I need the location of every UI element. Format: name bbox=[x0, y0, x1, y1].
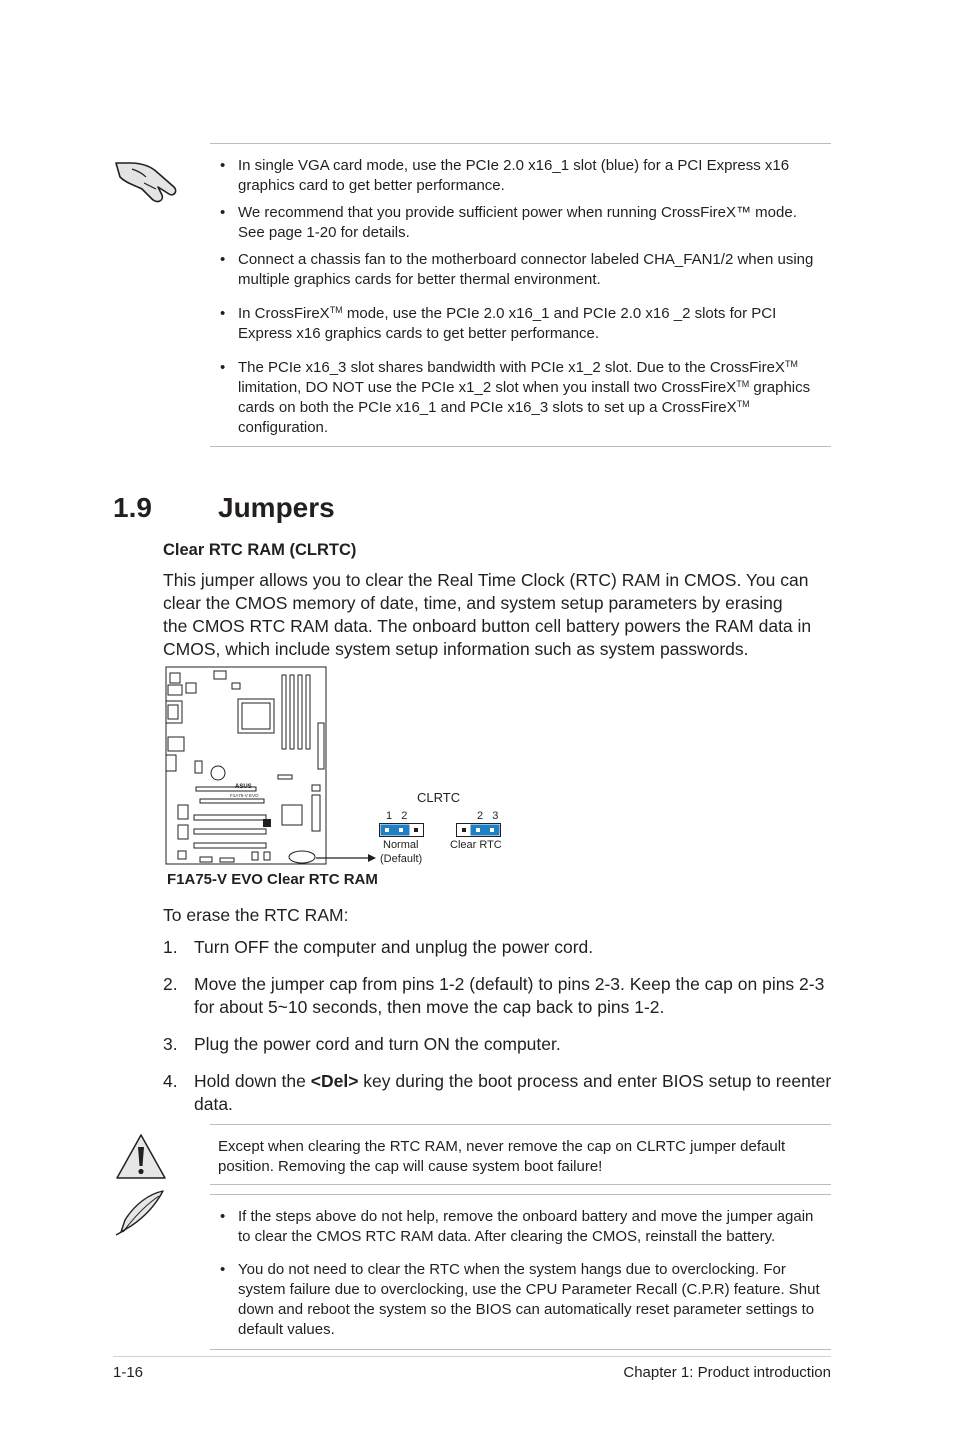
bullet: • bbox=[220, 204, 226, 221]
note-item bbox=[220, 358, 825, 438]
bullet: • bbox=[220, 1261, 226, 1278]
section-number: 1.9 bbox=[113, 492, 152, 523]
normal-default-label: (Default) bbox=[380, 853, 423, 865]
step-text: Turn OFF the computer and unplug the power cord. bbox=[194, 937, 594, 957]
note-text: You do not need to clear the RTC when the system hangs due to overclocking. For system failure due to overclocking, use the CPU Parameter Recall (C.P.R) feature. Shut down and reboot the system so the BIOS can automatically reset parameter settings to default values. bbox=[238, 1261, 820, 1338]
hand-pointer-icon bbox=[112, 155, 180, 207]
step-item bbox=[163, 936, 835, 959]
note-text: Connect a chassis fan to the motherboard connector labeled CHA_FAN1/2 when using multiple graphics cards for better thermal environment. bbox=[238, 251, 814, 288]
board-model-label: F1A75-V EVO bbox=[230, 793, 259, 798]
figure-caption: F1A75-V EVO Clear RTC RAM bbox=[167, 871, 378, 888]
steps-intro: To erase the RTC RAM: bbox=[163, 905, 349, 925]
note-item bbox=[220, 1260, 825, 1340]
note-text: In single VGA card mode, use the PCIe 2.0 x16_1 slot (blue) for a PCI Express x16 graphics card to get better performance. bbox=[238, 157, 790, 194]
top-note-rule-top bbox=[210, 143, 831, 144]
intro-line: clear the CMOS memory of date, time, and system setup parameters by erasing bbox=[163, 593, 783, 613]
note-text bbox=[238, 304, 825, 344]
step-number: 3. bbox=[163, 1034, 178, 1054]
step-text: Move the jumper cap from pins 1-2 (default) to pins 2-3. Keep the cap on pins 2-3 for about 5~10 seconds, then move the cap back to pins 1-2. bbox=[194, 974, 825, 1017]
subsection-title: Clear RTC RAM (CLRTC) bbox=[163, 541, 357, 559]
clear-pin-numbers: 2 3 bbox=[477, 810, 499, 822]
trademark: TM bbox=[736, 379, 750, 389]
caution-rule-bottom bbox=[210, 1184, 831, 1185]
note-text-part: In CrossFireX bbox=[238, 305, 330, 322]
clear-rtc-label: Clear RTC bbox=[450, 839, 502, 851]
jumper-clear-icon bbox=[456, 823, 502, 837]
step-item bbox=[163, 973, 835, 1019]
note-item bbox=[220, 304, 825, 344]
trademark: TM bbox=[329, 305, 343, 315]
note-text-part: graphics cards on both the PCIe x16_1 and PCIe x16_3 slots to set up a CrossFireX bbox=[238, 379, 811, 416]
intro-line: the CMOS RTC RAM data. The onboard button cell battery powers the RAM data in bbox=[163, 616, 812, 636]
note-item bbox=[220, 250, 825, 290]
note-text: We recommend that you provide sufficient power when running CrossFireX™ mode. See page 1-20 for details. bbox=[238, 204, 797, 241]
normal-label: Normal bbox=[383, 839, 419, 851]
intro-line: This jumper allows you to clear the Real Time Clock (RTC) RAM in CMOS. You can bbox=[163, 570, 809, 590]
step-number: 1. bbox=[163, 937, 178, 957]
note-text-part: configuration. bbox=[238, 419, 329, 436]
step-item bbox=[163, 1033, 835, 1056]
trademark: TM bbox=[736, 399, 750, 409]
jumper-normal-icon bbox=[379, 823, 425, 837]
caution-rule-top bbox=[210, 1124, 831, 1125]
step-number: 2. bbox=[163, 974, 178, 994]
step-text: Plug the power cord and turn ON the computer. bbox=[194, 1034, 561, 1054]
note-text-part: mode, use the PCIe 2.0 x16_1 and PCIe 2.0 x16 _2 slots for PCI Express x16 graphics cards to get better performance. bbox=[238, 305, 777, 342]
bullet: • bbox=[220, 1208, 226, 1225]
quill-pen-icon bbox=[113, 1188, 167, 1238]
step-text bbox=[194, 1070, 835, 1116]
footer-rule bbox=[113, 1356, 831, 1357]
note-item bbox=[220, 203, 825, 243]
note-text-part: limitation, DO NOT use the PCIe x1_2 slot when you install two CrossFireX bbox=[238, 379, 737, 396]
step-text-part: Hold down the bbox=[194, 1071, 311, 1091]
bottom-note-rule-bottom bbox=[210, 1349, 831, 1350]
note-item bbox=[220, 1207, 825, 1247]
step-item bbox=[163, 1070, 835, 1116]
bullet: • bbox=[220, 305, 226, 322]
section-title: Jumpers bbox=[218, 492, 335, 523]
step-text-part: key during the boot process and enter BIOS setup to reenter data. bbox=[194, 1071, 832, 1114]
jumper-name: CLRTC bbox=[417, 790, 461, 805]
note-text-part: The PCIe x16_3 slot shares bandwidth with PCIe x1_2 slot. Due to the CrossFireX bbox=[238, 359, 785, 376]
note-text: If the steps above do not help, remove the onboard battery and move the jumper again to clear the CMOS RTC RAM data. After clearing the CMOS, reinstall the battery. bbox=[238, 1208, 814, 1245]
bottom-note-rule-top bbox=[210, 1194, 831, 1195]
note-text bbox=[238, 358, 825, 438]
note-item bbox=[220, 156, 825, 196]
normal-pin-numbers: 1 2 bbox=[386, 810, 408, 822]
chapter-title: Chapter 1: Product introduction bbox=[623, 1364, 831, 1381]
bullet: • bbox=[220, 359, 226, 376]
board-brand: ASUS bbox=[235, 784, 252, 790]
bullet: • bbox=[220, 251, 226, 268]
top-note-rule-bottom bbox=[210, 446, 831, 447]
key-name: <Del> bbox=[310, 1071, 359, 1091]
caution-text: Except when clearing the RTC RAM, never remove the cap on CLRTC jumper default position. Removing the cap will cause system boot failure! bbox=[218, 1138, 786, 1175]
warning-icon bbox=[114, 1132, 168, 1182]
page-number: 1-16 bbox=[113, 1364, 144, 1381]
step-number: 4. bbox=[163, 1071, 178, 1091]
intro-line: CMOS, which include system setup information such as system passwords. bbox=[163, 639, 749, 659]
trademark: TM bbox=[784, 359, 798, 369]
bullet: • bbox=[220, 157, 226, 174]
